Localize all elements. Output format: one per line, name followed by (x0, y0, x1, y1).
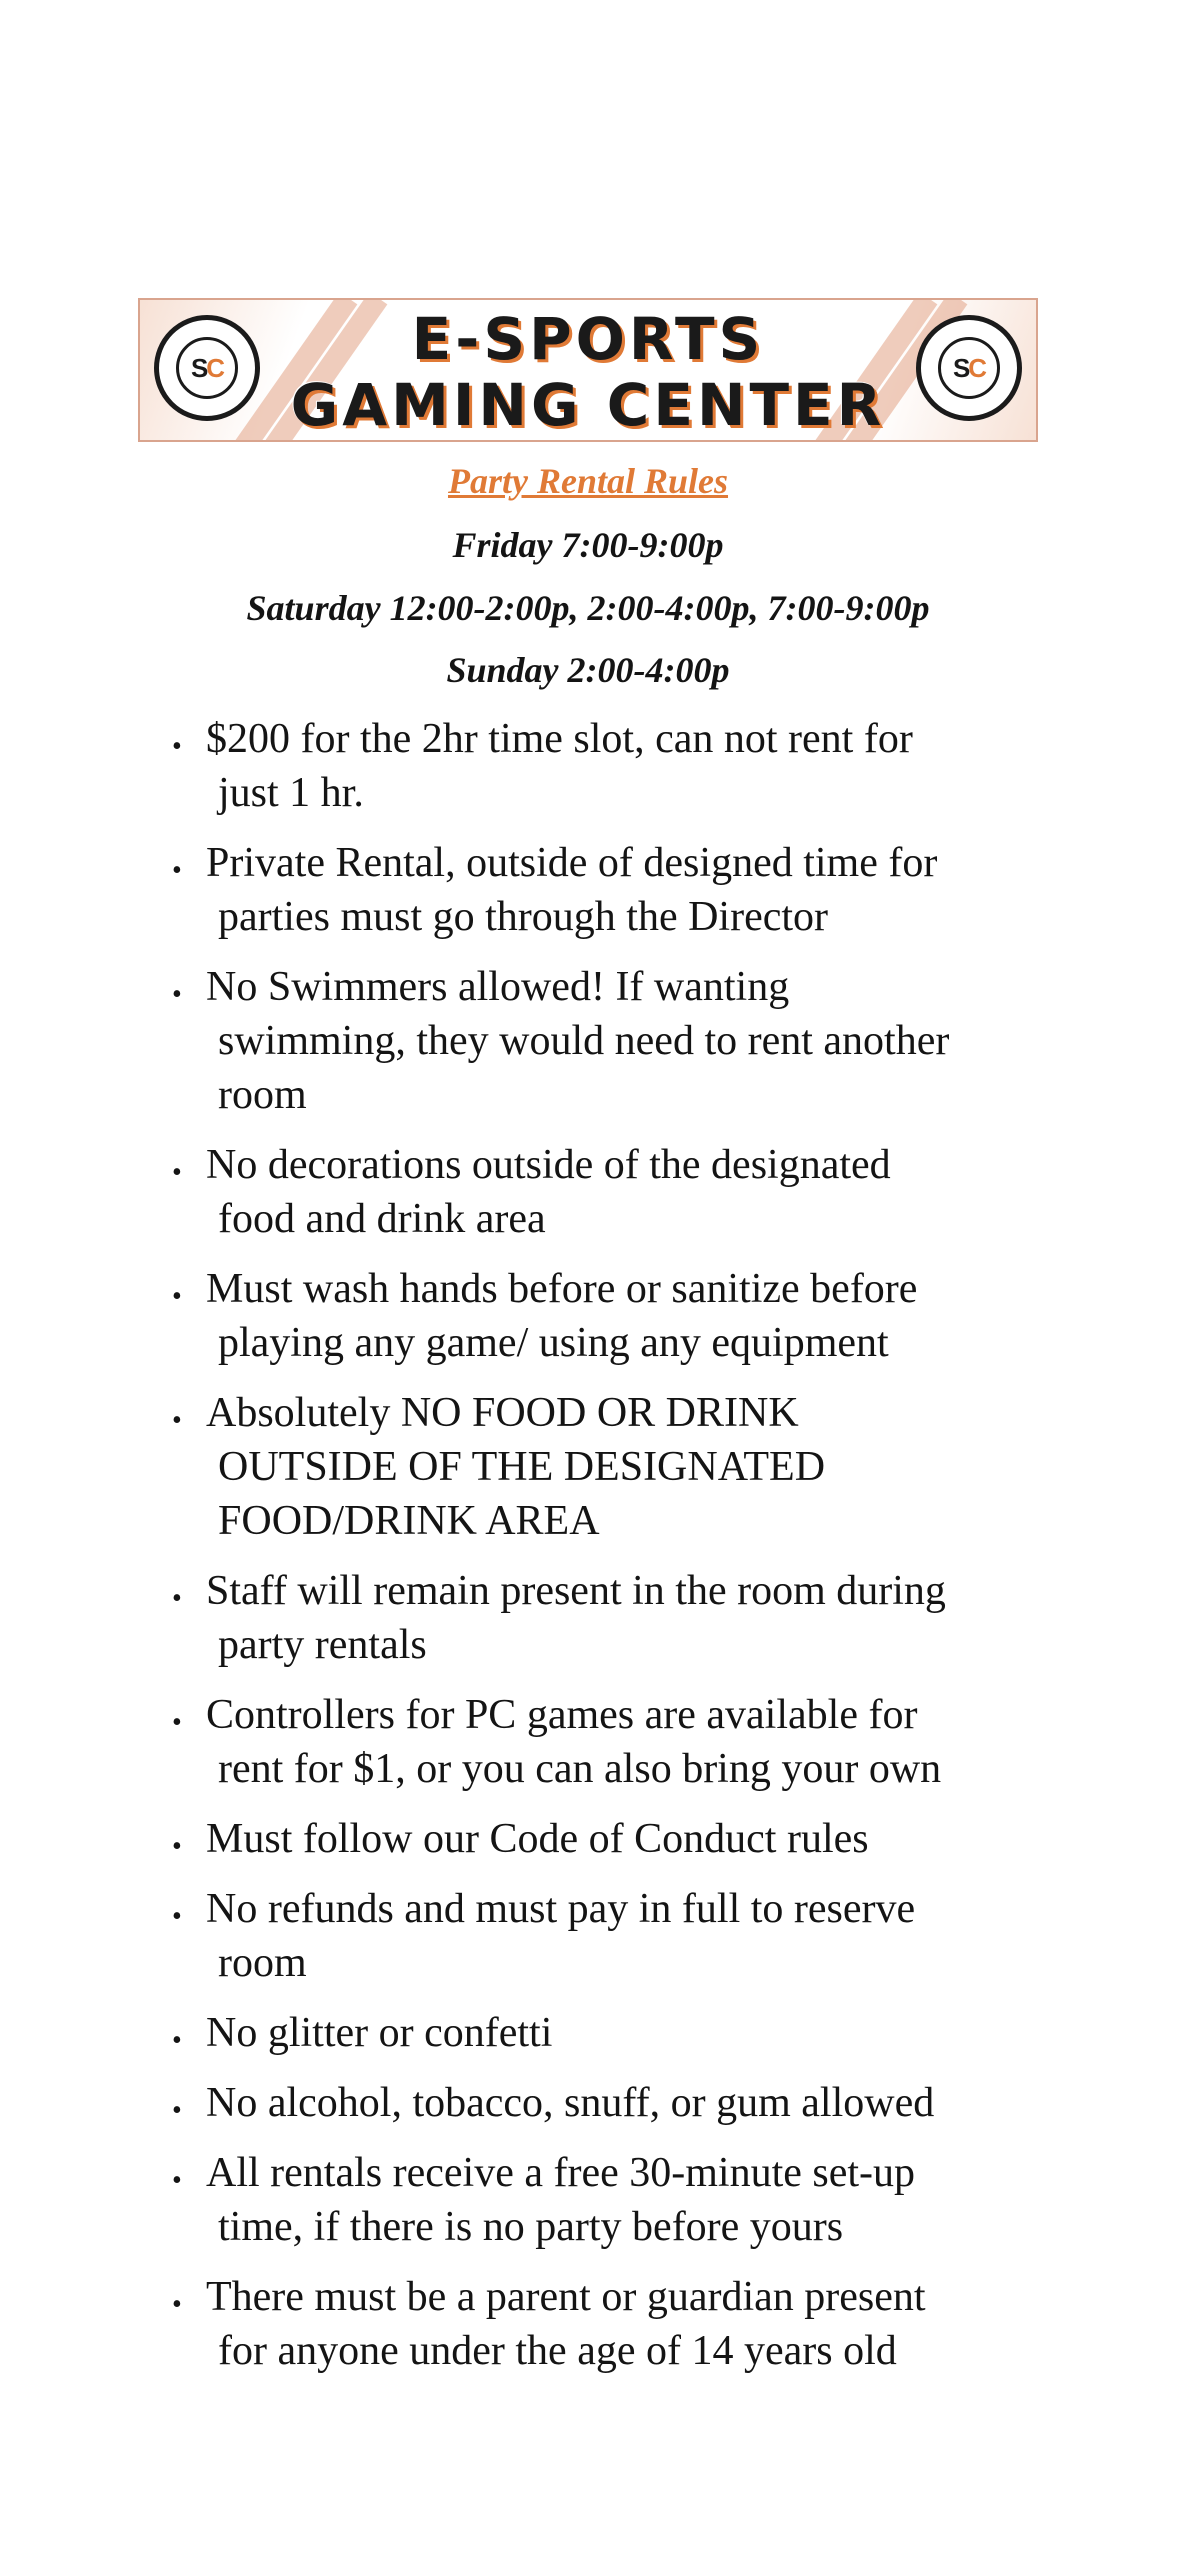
rule-item (172, 1812, 1032, 1866)
rule-line: $200 for the 2hr time slot, can not rent for (206, 716, 913, 762)
banner-title-line2: GAMING CENTER (290, 371, 886, 439)
bullet-icon: • (172, 731, 182, 762)
banner-title-line1: E-SPORTS (411, 305, 765, 373)
rule-line: for anyone under the age of 14 years old (218, 2328, 897, 2374)
rules-title: Party Rental Rules (447, 461, 729, 501)
rule-item (172, 836, 1032, 944)
rule-line: parties must go through the Director (218, 894, 829, 940)
rule-text (172, 1882, 1032, 1990)
bullet-icon: • (172, 1157, 182, 1188)
bullet-icon: • (172, 2095, 182, 2126)
rule-item (172, 712, 1032, 820)
rule-line: Staff will remain present in the room during (206, 1568, 946, 1614)
rule-line: party rentals (218, 1622, 427, 1668)
bullet-icon: • (172, 2289, 182, 2320)
rule-line: Must wash hands before or sanitize before (206, 1266, 918, 1312)
rule-text (172, 712, 1032, 820)
rule-line: rent for $1, or you can also bring your own (218, 1746, 942, 1792)
bullet-icon: • (172, 2165, 182, 2196)
rule-line: No alcohol, tobacco, snuff, or gum allowed (206, 2080, 935, 2126)
rule-line: Controllers for PC games are available for (206, 1692, 918, 1738)
rule-item (172, 2146, 1032, 2254)
rule-item (172, 1138, 1032, 1246)
rule-text (172, 2146, 1032, 2254)
bullet-icon: • (172, 979, 182, 1010)
rule-item (172, 1688, 1032, 1796)
banner-title (260, 306, 916, 438)
bullet-icon: • (172, 1831, 182, 1862)
rule-line: No refunds and must pay in full to reserve (206, 1886, 916, 1932)
rule-text (172, 1262, 1032, 1370)
time-slot-friday: Friday 7:00-9:00p (452, 525, 724, 565)
bullet-icon: • (172, 1583, 182, 1614)
rule-line: playing any game/ using any equipment (218, 1320, 889, 1366)
rule-text (172, 2270, 1032, 2378)
rule-item (172, 2006, 1032, 2060)
bullet-icon: • (172, 1281, 182, 1312)
city-seal-left: S C (154, 315, 260, 421)
rule-line: No Swimmers allowed! If wanting (206, 964, 790, 1010)
time-slot-sunday: Sunday 2:00-4:00p (446, 650, 730, 690)
rule-line: just 1 hr. (218, 770, 364, 816)
rule-item (172, 2270, 1032, 2378)
rule-line: There must be a parent or guardian present (206, 2274, 926, 2320)
city-seal-right: S C (916, 315, 1022, 421)
rule-text (172, 1688, 1032, 1796)
bullet-icon: • (172, 1707, 182, 1738)
rule-text (172, 1812, 1032, 1866)
rule-line: All rentals receive a free 30-minute set-up (206, 2150, 916, 2196)
rule-line: room (218, 1940, 307, 1986)
rule-line: OUTSIDE OF THE DESIGNATED (218, 1444, 826, 1490)
rule-text (172, 836, 1032, 944)
bullet-icon: • (172, 2025, 182, 2056)
rule-text (172, 1138, 1032, 1246)
header-banner (138, 298, 1038, 442)
rule-item (172, 960, 1032, 1122)
rule-line: Private Rental, outside of designed time for (206, 840, 938, 886)
bullet-icon: • (172, 855, 182, 886)
rule-item (172, 2076, 1032, 2130)
rule-line: No glitter or confetti (206, 2010, 553, 2056)
rule-line: No decorations outside of the designated (206, 1142, 891, 1188)
rule-line: FOOD/DRINK AREA (218, 1498, 600, 1544)
rule-text (172, 1564, 1032, 1672)
rule-line: swimming, they would need to rent another (218, 1018, 950, 1064)
time-slot-saturday: Saturday 12:00-2:00p, 2:00-4:00p, 7:00-9:00p (246, 588, 930, 628)
rule-item (172, 1882, 1032, 1990)
rule-text (172, 2006, 1032, 2060)
rule-item (172, 1564, 1032, 1672)
rule-text (172, 2076, 1032, 2130)
rule-line: food and drink area (218, 1196, 546, 1242)
rule-line: time, if there is no party before yours (218, 2204, 844, 2250)
rule-text (172, 960, 1032, 1122)
rule-text (172, 1386, 1032, 1548)
rule-item (172, 1386, 1032, 1548)
rule-line: Must follow our Code of Conduct rules (206, 1816, 869, 1862)
bullet-icon: • (172, 1405, 182, 1436)
bullet-icon: • (172, 1901, 182, 1932)
rule-line: room (218, 1072, 307, 1118)
rule-item (172, 1262, 1032, 1370)
rule-line: Absolutely NO FOOD OR DRINK (206, 1390, 799, 1436)
